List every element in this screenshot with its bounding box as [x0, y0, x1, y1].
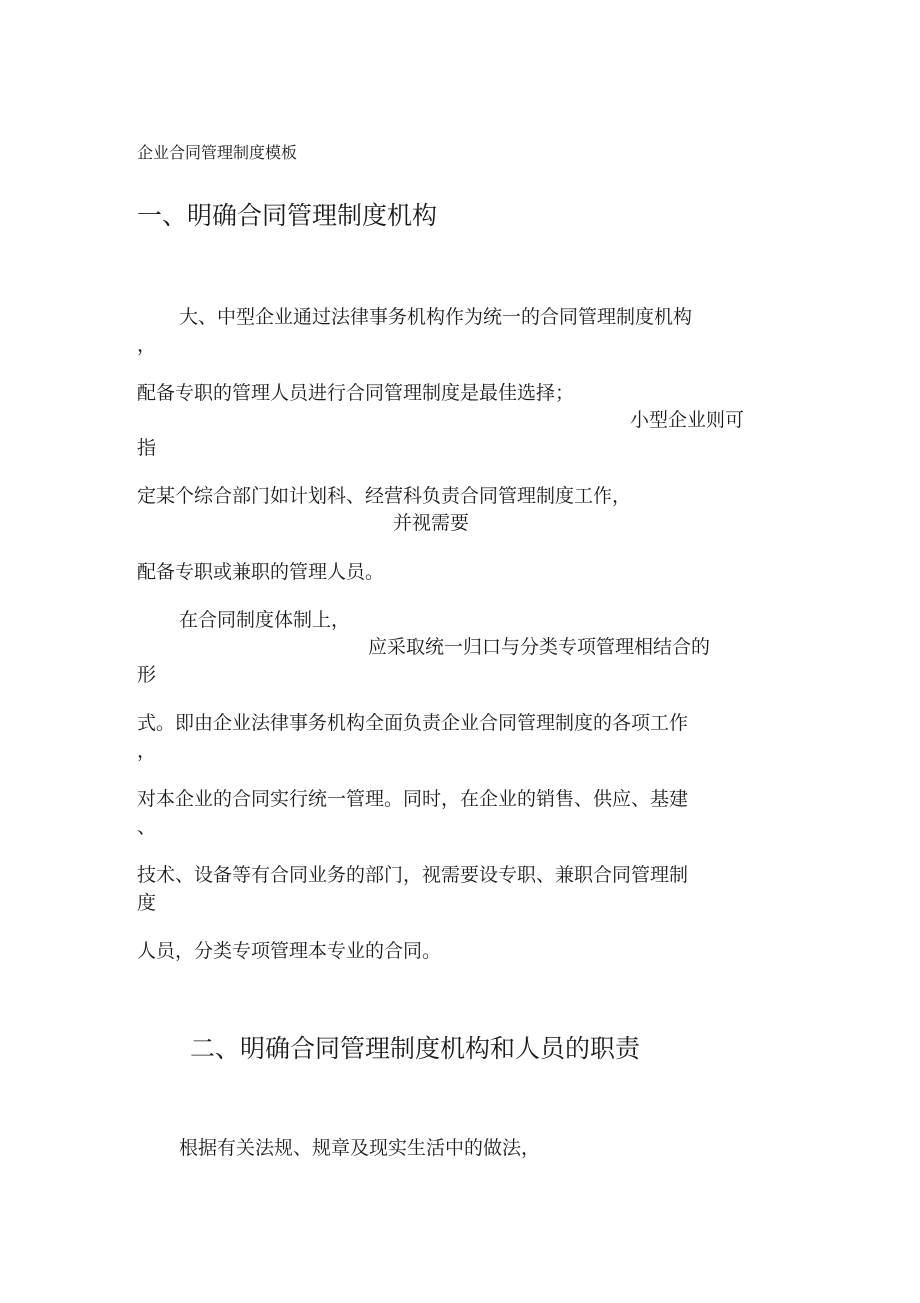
- paragraph-line: 根据有关法规、规章及现实生活中的做法，: [179, 1137, 541, 1159]
- paragraph-line: 度: [137, 892, 157, 914]
- paragraph-line: 式。即由企业法律事务机构全面负责企业合同管理制度的各项工作: [137, 712, 689, 734]
- paragraph-line: 配备专职的管理人员进行合同管理制度是最佳选择；: [137, 382, 575, 404]
- paragraph-line: 小型企业则可: [630, 409, 745, 431]
- paragraph-line: 指: [137, 437, 157, 459]
- paragraph-line: 技术、设备等有合同业务的部门，视需要设专职、兼职合同管理制: [137, 864, 689, 886]
- paragraph-line: 大、中型企业通过法律事务机构作为统一的合同管理制度机构: [179, 306, 693, 328]
- paragraph-line: 配备专职或兼职的管理人员。: [137, 561, 385, 583]
- paragraph-line: 在合同制度体制上，: [179, 609, 351, 631]
- paragraph-line: 应采取统一归口与分类专项管理相结合的: [368, 636, 711, 658]
- paragraph-line: 、: [137, 816, 157, 838]
- section-1-heading: 一、明确合同管理制度机构: [137, 201, 438, 230]
- paragraph-line: 人员，分类专项管理本专业的合同。: [137, 940, 442, 962]
- paragraph-line: ，: [137, 334, 157, 356]
- paragraph-line: 对本企业的合同实行统一管理。同时，在企业的销售、供应、基建: [137, 788, 689, 810]
- section-2-heading: 二、明确合同管理制度机构和人员的职责: [190, 1034, 641, 1063]
- paragraph-line: 并视需要: [393, 512, 470, 534]
- paragraph-line: 形: [137, 664, 157, 686]
- paragraph-line: 定某个综合部门如计划科、经营科负责合同管理制度工作，: [137, 485, 632, 507]
- paragraph-line: ，: [137, 740, 157, 762]
- document-title: 企业合同管理制度模板: [137, 143, 298, 162]
